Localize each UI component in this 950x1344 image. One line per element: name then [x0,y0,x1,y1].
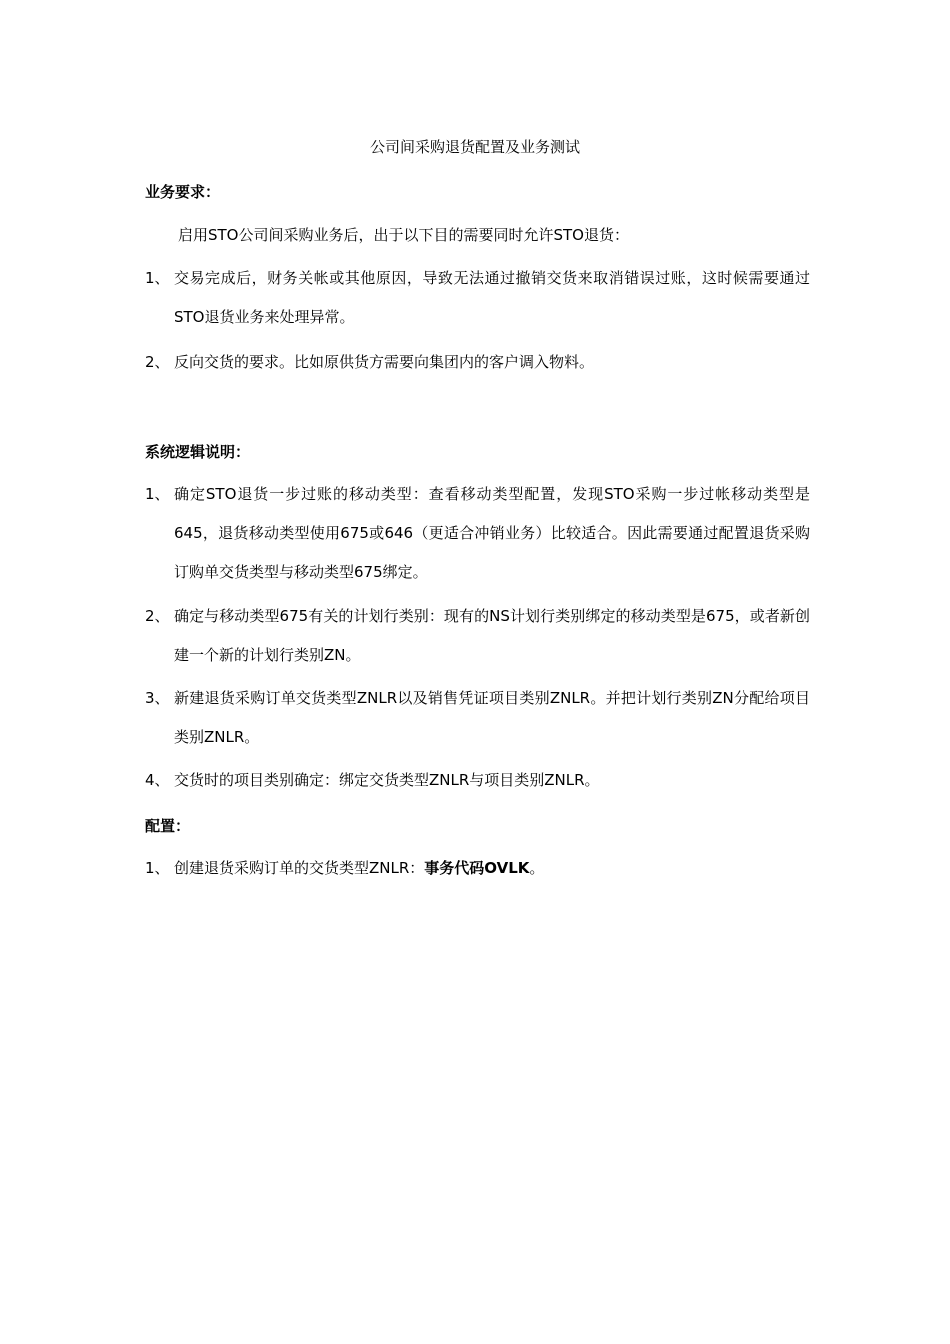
business-intro: 启用STO公司间采购业务后，出于以下目的需要同时允许STO退货： [178,226,629,244]
logic-item-1 [145,475,810,592]
logic-item-4 [145,761,810,800]
list-number: 1、 [145,859,170,877]
heading-business-requirements: 业务要求： [145,183,221,201]
list-item-text: 确定与移动类型675有关的计划行类别：现有的NS计划行类别绑定的移动类型是675，或者新创建一个新的计划行类别ZN。 [174,607,810,664]
config-item-text: 创建退货采购订单的交货类型ZNLR： [174,859,425,877]
list-item-text: 新建退货采购订单交货类型ZNLR以及销售凭证项目类别ZNLR。并把计划行类别ZN分配给项目类别ZNLR。 [174,689,810,746]
heading-system-logic: 系统逻辑说明： [145,443,251,461]
list-item-text: 交货时的项目类别确定：绑定交货类型ZNLR与项目类别ZNLR。 [174,771,600,789]
logic-item-2 [145,597,810,675]
heading-configuration: 配置： [145,817,191,835]
list-number: 3、 [145,689,170,707]
config-item-1 [145,849,810,888]
list-item-text: 确定STO退货一步过账的移动类型：查看移动类型配置，发现STO采购一步过帐移动类型是645，退货移动类型使用675或646（更适合冲销业务）比较适合。因此需要通过配置退货采购订购单交货类型与移动类型675绑定。 [174,485,810,581]
list-number: 1、 [145,485,170,503]
list-item-text: 反向交货的要求。比如原供货方需要向集团内的客户调入物料。 [174,353,595,371]
list-number: 1、 [145,269,170,287]
config-item-suffix: 。 [529,859,545,877]
list-item-text: 交易完成后，财务关帐或其他原因，导致无法通过撤销交货来取消错误过账，这时候需要通过STO退货业务来处理异常。 [174,269,810,326]
transaction-code: 事务代码OVLK [424,859,530,877]
document-title: 公司间采购退货配置及业务测试 [369,138,580,156]
logic-item-3 [145,679,810,757]
list-number: 4、 [145,771,170,789]
business-item-2 [145,343,810,382]
list-item-text [174,849,810,888]
business-item-1 [145,259,810,337]
list-number: 2、 [145,607,170,625]
list-number: 2、 [145,353,170,371]
